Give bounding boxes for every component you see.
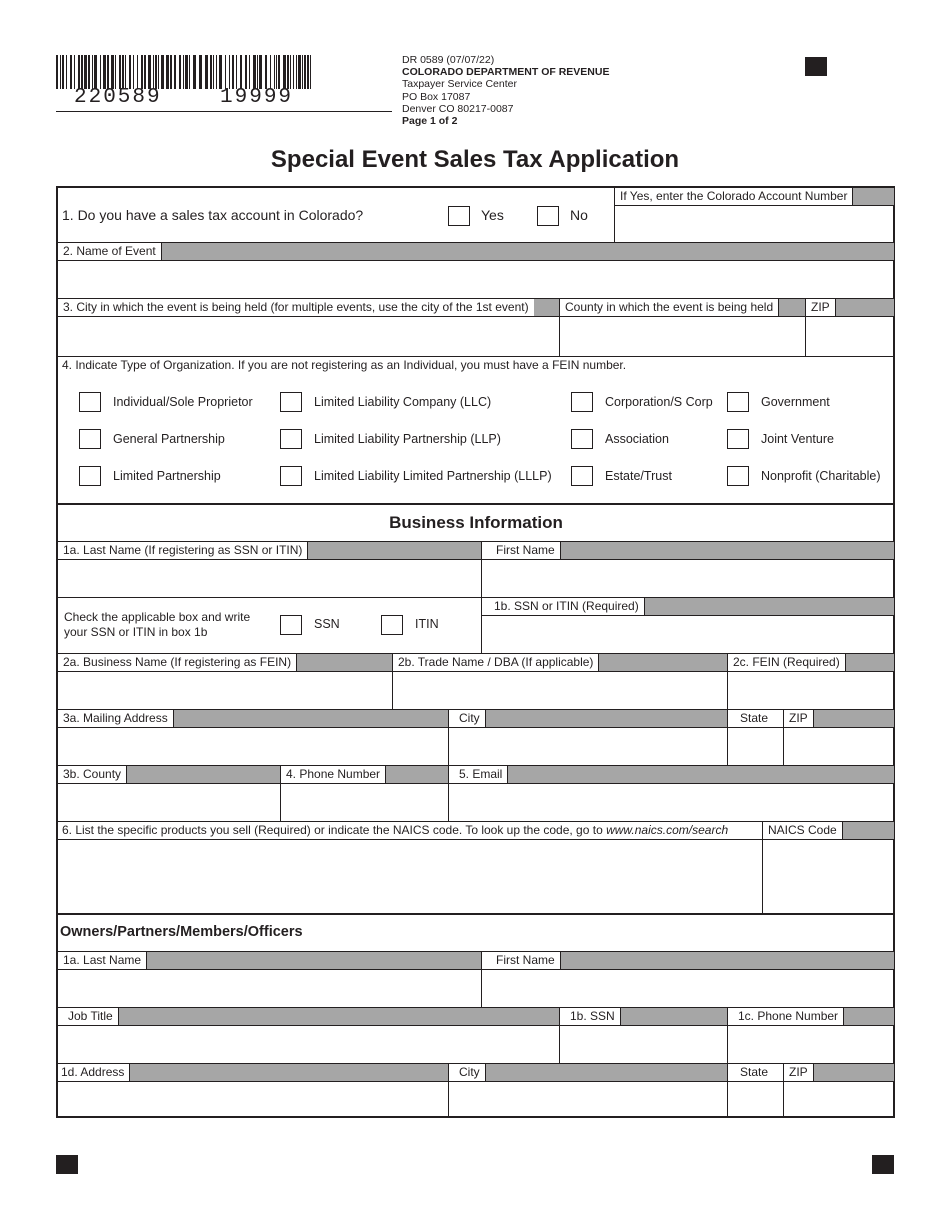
email-field[interactable] — [449, 784, 893, 821]
barcode-bar — [274, 55, 275, 89]
itin-checkbox-label: ITIN — [415, 617, 439, 631]
barcode-bar — [166, 55, 169, 89]
barcode-bar — [265, 55, 267, 89]
last-name-label: 1a. Last Name (If registering as SSN or ITIN) — [58, 542, 481, 559]
barcode-bar — [144, 55, 146, 89]
trade-name-field[interactable] — [393, 672, 727, 709]
service-center: Taxpayer Service Center — [402, 78, 517, 91]
org-individual-label: Individual/Sole Proprietor — [113, 395, 253, 409]
registration-mark-bottom-right — [872, 1155, 894, 1174]
barcode-bar — [253, 55, 256, 89]
barcode-bar — [225, 55, 226, 89]
barcode-bar — [210, 55, 212, 89]
ssn-itin-field[interactable] — [482, 616, 893, 653]
q2-label: 2. Name of Event — [58, 243, 894, 260]
barcode-bar — [302, 55, 303, 89]
barcode-bar — [161, 55, 164, 89]
org-lllp-checkbox[interactable] — [280, 466, 302, 486]
owner-city-label: City — [449, 1064, 727, 1081]
barcode-bar — [298, 55, 301, 89]
phone-number-label: 4. Phone Number — [281, 766, 448, 783]
barcode-bar — [283, 55, 286, 89]
owner-ssn-label: 1b. SSN — [560, 1008, 727, 1025]
barcode-bar — [155, 55, 157, 89]
mailing-address-label: 3a. Mailing Address — [58, 710, 448, 727]
barcode-bar — [276, 55, 277, 89]
org-individual-checkbox[interactable] — [79, 392, 101, 412]
itin-checkbox[interactable] — [381, 615, 403, 635]
naics-code-label: NAICS Code — [763, 822, 894, 839]
owner-job-title-label: Job Title — [58, 1008, 559, 1025]
barcode-bar — [219, 55, 222, 89]
header-rule — [56, 111, 392, 112]
q1-yes-checkbox[interactable] — [448, 206, 470, 226]
q3-city-label: 3. City in which the event is being held (for multiple events, use the city of the 1st event) — [58, 299, 559, 316]
divider — [58, 503, 894, 505]
county-field[interactable] — [58, 784, 280, 821]
q1-no-label: No — [570, 207, 588, 223]
barcode-bar — [60, 55, 61, 89]
ssn-itin-label: 1b. SSN or ITIN (Required) — [482, 598, 894, 615]
barcode-bar — [66, 55, 67, 89]
q1-yes-label: Yes — [481, 207, 504, 223]
business-info-heading: Business Information — [389, 513, 563, 532]
owner-job-title-field[interactable] — [58, 1026, 559, 1063]
barcode-bar — [115, 55, 116, 89]
registration-mark-bottom-left — [56, 1155, 78, 1174]
barcode-bar — [103, 55, 106, 89]
barcode-bar — [205, 55, 208, 89]
ssn-checkbox[interactable] — [280, 615, 302, 635]
form-header — [402, 54, 609, 127]
barcode-bar — [199, 55, 202, 89]
barcode-bar — [74, 55, 75, 89]
business-city-field[interactable] — [449, 728, 727, 765]
owner-first-name-label: First Name — [482, 952, 894, 969]
barcode-bar — [78, 55, 80, 89]
org-association-label: Association — [605, 432, 669, 446]
business-zip-label: ZIP — [784, 710, 894, 727]
barcode-bar — [148, 55, 151, 89]
owners-heading: Owners/Partners/Members/Officers — [60, 924, 303, 940]
registration-mark-top-right — [805, 57, 827, 76]
barcode-bar — [278, 55, 280, 89]
org-llp-label: Limited Liability Partnership (LLP) — [314, 432, 501, 446]
barcode-bar — [94, 55, 97, 89]
products-label: 6. List the specific products you sell (Required) or indicate the NAICS code. To look up the code, go to www.naics.com/search — [62, 823, 729, 837]
owner-last-name-field[interactable] — [58, 970, 481, 1007]
owner-city-field[interactable] — [449, 1082, 727, 1116]
org-corporation-checkbox[interactable] — [571, 392, 593, 412]
naics-url: www.naics.com/search — [606, 823, 729, 837]
business-name-label: 2a. Business Name (If registering as FEIN) — [58, 654, 392, 671]
business-zip-field[interactable] — [784, 728, 893, 765]
barcode-bar — [111, 55, 114, 89]
org-limited-partnership-checkbox[interactable] — [79, 466, 101, 486]
business-city-label: City — [449, 710, 727, 727]
barcode-bar — [307, 55, 309, 89]
check-note-line-1: Check the applicable box and write — [64, 610, 251, 624]
mailing-address-field[interactable] — [58, 728, 448, 765]
owner-first-name-field[interactable] — [482, 970, 893, 1007]
barcode-bar — [216, 55, 217, 89]
barcode-bar — [213, 55, 214, 89]
org-corporation-label: Corporation/S Corp — [605, 395, 713, 409]
barcode-bar — [137, 55, 138, 89]
org-association-checkbox[interactable] — [571, 429, 593, 449]
first-name-field[interactable] — [482, 560, 893, 597]
org-llc-checkbox[interactable] — [280, 392, 302, 412]
barcode-bar — [141, 55, 143, 89]
barcode-bar — [174, 55, 176, 89]
barcode-bar — [122, 55, 124, 89]
barcode-bar — [236, 55, 237, 89]
barcode-bar — [179, 55, 181, 89]
barcode-bar — [107, 55, 109, 89]
barcode-bar — [189, 55, 190, 89]
barcode-bar — [293, 55, 294, 89]
org-nonprofit-checkbox[interactable] — [727, 466, 749, 486]
barcode-bar — [287, 55, 289, 89]
ssn-checkbox-label: SSN — [314, 617, 340, 631]
email-label: 5. Email — [449, 766, 894, 783]
barcode-bar — [133, 55, 134, 89]
owner-state-label: State — [728, 1064, 783, 1081]
barcode-bar — [249, 55, 250, 89]
products-field[interactable] — [58, 840, 762, 914]
org-llp-checkbox[interactable] — [280, 429, 302, 449]
q4-label: 4. Indicate Type of Organization. If you are not registering as an Individual, you must have a FEIN number. — [62, 358, 627, 372]
barcode-bar — [232, 55, 234, 89]
application-form — [56, 186, 895, 1118]
trade-name-label: 2b. Trade Name / DBA (If applicable) — [393, 654, 727, 671]
org-joint-venture-label: Joint Venture — [761, 432, 834, 446]
org-lllp-label: Limited Liability Limited Partnership (LLLP) — [314, 469, 552, 483]
department-name: COLORADO DEPARTMENT OF REVENUE — [402, 66, 610, 79]
barcode-bar — [245, 55, 247, 89]
q3-zip-label: ZIP — [806, 299, 894, 316]
event-zip-field[interactable] — [806, 317, 893, 356]
barcode-bar — [193, 55, 196, 89]
org-estate-trust-checkbox[interactable] — [571, 466, 593, 486]
barcode — [56, 55, 311, 89]
q1-account-label: If Yes, enter the Colorado Account Number — [615, 188, 894, 205]
org-general-partnership-checkbox[interactable] — [79, 429, 101, 449]
barcode-bar — [229, 55, 230, 89]
barcode-bar — [259, 55, 262, 89]
event-county-field[interactable] — [560, 317, 805, 356]
page-number: Page 1 of 2 — [402, 115, 458, 128]
owner-state-field[interactable] — [728, 1082, 783, 1116]
barcode-bar — [185, 55, 188, 89]
barcode-bar — [62, 55, 64, 89]
barcode-bar — [81, 55, 83, 89]
q1-question: 1. Do you have a sales tax account in Colorado? — [62, 207, 364, 223]
barcode-bar — [240, 55, 242, 89]
barcode-bar — [129, 55, 131, 89]
barcode-bar — [119, 55, 121, 89]
owner-zip-field[interactable] — [784, 1082, 893, 1116]
barcode-bar — [290, 55, 291, 89]
owner-phone-field[interactable] — [728, 1026, 893, 1063]
divider — [58, 913, 894, 915]
first-name-label: First Name — [482, 542, 894, 559]
barcode-bar — [296, 55, 297, 89]
barcode-bar — [125, 55, 126, 89]
org-government-label: Government — [761, 395, 830, 409]
owner-phone-label: 1c. Phone Number — [728, 1008, 894, 1025]
city-line: Denver CO 80217-0087 — [402, 102, 514, 115]
county-label: 3b. County — [58, 766, 280, 783]
owner-zip-label: ZIP — [784, 1064, 894, 1081]
org-limited-partnership-label: Limited Partnership — [113, 469, 221, 483]
barcode-bar — [158, 55, 159, 89]
barcode-bar — [183, 55, 184, 89]
event-city-field[interactable] — [58, 317, 559, 356]
org-llc-label: Limited Liability Company (LLC) — [314, 395, 492, 409]
barcode-bar — [70, 55, 72, 89]
barcode-bar — [92, 55, 93, 89]
owner-last-name-label: 1a. Last Name — [58, 952, 481, 969]
last-name-field[interactable] — [58, 560, 481, 597]
barcode-bar — [100, 55, 101, 89]
barcode-bar — [170, 55, 172, 89]
page-title: Special Event Sales Tax Application — [270, 146, 680, 173]
barcode-number: 220589 19999 — [74, 86, 294, 109]
barcode-bar — [310, 55, 311, 89]
naics-code-field[interactable] — [763, 840, 893, 914]
barcode-bar — [257, 55, 258, 89]
owner-ssn-field[interactable] — [560, 1026, 727, 1063]
divider — [58, 356, 894, 357]
barcode-bar — [56, 55, 58, 89]
q3-county-label: County in which the event is being held — [560, 299, 805, 316]
org-general-partnership-label: General Partnership — [113, 432, 225, 446]
fein-field[interactable] — [728, 672, 893, 709]
business-state-field[interactable] — [728, 728, 783, 765]
business-name-field[interactable] — [58, 672, 392, 709]
form-id: DR 0589 (07/07/22) — [402, 54, 495, 66]
barcode-bar — [270, 55, 271, 89]
po-box: PO Box 17087 — [402, 90, 471, 103]
event-name-field[interactable] — [58, 261, 893, 298]
org-nonprofit-label: Nonprofit (Charitable) — [761, 469, 881, 483]
q1-no-checkbox[interactable] — [537, 206, 559, 226]
colorado-account-number-field[interactable] — [615, 206, 893, 242]
business-state-label: State — [728, 710, 783, 727]
owner-address-label: 1d. Address — [58, 1064, 448, 1081]
org-government-checkbox[interactable] — [727, 392, 749, 412]
check-note-line-2: your SSN or ITIN in box 1b — [64, 625, 208, 639]
barcode-bar — [88, 55, 90, 89]
barcode-bar — [84, 55, 87, 89]
org-joint-venture-checkbox[interactable] — [727, 429, 749, 449]
barcode-bar — [153, 55, 154, 89]
owner-address-field[interactable] — [58, 1082, 448, 1116]
org-estate-trust-label: Estate/Trust — [605, 469, 672, 483]
barcode-bar — [304, 55, 306, 89]
phone-number-field[interactable] — [281, 784, 448, 821]
fein-label: 2c. FEIN (Required) — [728, 654, 894, 671]
